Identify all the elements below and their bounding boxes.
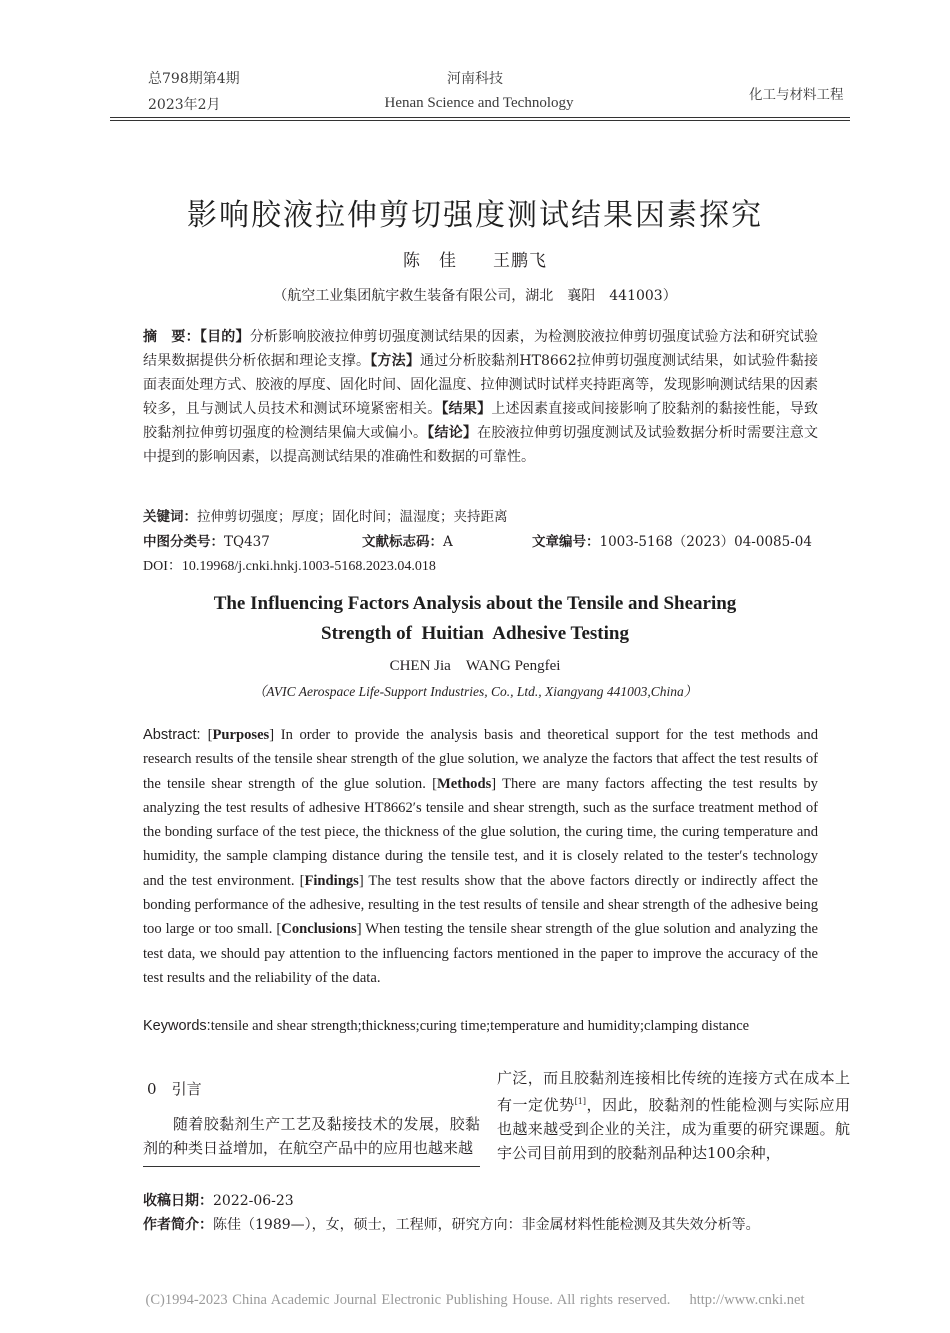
article-number (532, 530, 812, 550)
affiliation-cn: （航空工业集团航宇救生装备有限公司，湖北 襄阳 441003） (273, 288, 677, 304)
keywords-en-label: Keywords: (143, 1018, 211, 1034)
author-bio-label: 作者简介： (143, 1217, 213, 1233)
conclusions-en-label: Conclusions (281, 921, 357, 938)
author-bio (143, 1214, 760, 1234)
methods-en-text: There are many factors affecting the test results by analyzing the test results of adhesive HT8662′s tensile and shear strength, such as the surface treatment method of the bonding surface of the test piece, the thickness of the glue solution, the curing time, the curing temperature and humidity, the sample clamping distance during the tensile test, and it is closely related to the tester′s technology and the test environment. (143, 775, 818, 889)
copyright-watermark: (C)1994-2023 China Academic Journal Electronic Publishing House. All rights reserved. http://www.cnki.net (145, 1292, 805, 1308)
paper-title-en-line1: The Influencing Factors Analysis about the Tensile and Shearing (213, 593, 737, 614)
purposes-text: In order to provide the analysis basis and theoretical support for the test methods and research results of the tensile shear strength of the glue solution, we analyze the factors that affect the test results of the tensile shear strength of the glue solution. (143, 727, 818, 792)
issue-number: 总798期第4期 (148, 71, 240, 87)
purpose-label: 【目的】 (199, 329, 250, 345)
keywords-en (143, 1018, 843, 1035)
intro-right-text-a: 广泛，而且胶黏剂连接相比传统的连接方式在成本上有一定优势 (497, 1069, 850, 1114)
document-code (362, 530, 453, 550)
methods-label: 【方法】 (370, 353, 421, 369)
intro-left-paragraph: 随着胶黏剂生产工艺及黏接技术的发展，胶黏剂的种类日益增加，在航空产品中的应用也越来越 (143, 1115, 480, 1157)
findings-label: 【结果】 (441, 401, 492, 417)
clc-value: TQ437 (224, 534, 270, 550)
footnote-rule (143, 1166, 480, 1167)
citation-ref: [1] (574, 1097, 586, 1106)
clc-label: 中图分类号： (143, 534, 224, 550)
intro-right-text-b: ，因此，胶黏剂的性能检测与实际应用也越来越受到企业的关注，成为重要的研究课题。航宇公司目前用到的胶黏剂品种达100余种， (497, 1096, 850, 1162)
paper-title-cn: 影响胶液拉伸剪切强度测试结果因素探究 (187, 198, 763, 233)
author-bio-text: 陈佳（1989—），女，硕士，工程师，研究方向：非金属材料性能检测及其失效分析等。 (213, 1217, 760, 1233)
abstract-en-label: Abstract: (143, 727, 208, 743)
section-number: 0 (147, 1080, 157, 1098)
keywords-cn (143, 505, 823, 525)
article-value: 1003-5168（2023）04-0085-04 (599, 534, 812, 550)
doc-value: A (443, 534, 453, 550)
journal-name-en: Henan Science and Technology (384, 95, 574, 111)
keywords-label: 关键词： (143, 509, 197, 525)
abstract-en: Abstract: [Purposes] In order to provide the analysis basis and theoretical support for the test methods and research results of the tensile shear strength of the glue solution, we analyze the factors that affect the test results of the tensile shear strength of the glue solution. [Methods] There are many factors affecting the test results by analyzing the test results of adhesive HT8662′s tensile and shear strength, such as the surface treatment method of the bonding surface of the test piece, the thickness of the glue solution, the curing time, the curing temperature and humidity, the sample clamping distance during the tensile test, and it is closely related to the tester′s technology and the test environment. [Findings] The test results show that the above factors directly or indirectly affect the bonding performance of the adhesive, resulting in the test results of tensile and shear strength of the adhesive being too large or too small. [Conclusions] When testing the tensile shear strength of the glue solution and analyzing the test data, we should pay attention to the influencing factors mentioned in the paper to improve the accuracy of the test results and the reliability of the data. (143, 727, 818, 986)
keywords-text: 拉伸剪切强度；厚度；固化时间；温湿度；夹持距离 (197, 509, 508, 525)
paper-title-en-line2: Strength of Huitian Adhesive Testing (321, 623, 629, 644)
methods-text: 通过分析胶黏剂HT8662拉伸剪切强度测试结果，如试验件黏接面表面处理方式、胶液的厚度、固化时间、固化温度、拉伸测试时试样夹持距离等，发现影响测试结果的因素较多，且与测试人员技术和测试环境紧密相关。 (143, 353, 819, 417)
methods-en-label: Methods (436, 775, 492, 792)
purposes-label: Purposes (212, 727, 270, 743)
journal-name-cn: 河南科技 (447, 71, 503, 87)
doi: DOI：10.19968/j.cnki.hnkj.1003-5168.2023.04.018 (143, 559, 436, 574)
conclusions-en-text: When testing the tensile shear strength of the glue solution and analyzing the test data, we should pay attention to the influencing factors mentioned in the paper to improve the accuracy of the test results and the reliability of the data. (143, 921, 818, 986)
conclusions-text: 在胶液拉伸剪切强度测试及试验数据分析时需要注意文中提到的影响因素，以提高测试结果的准确性和数据的可靠性。 (143, 425, 819, 465)
article-label: 文章编号： (532, 534, 600, 550)
clc-number (143, 530, 270, 550)
received-label: 收稿日期： (143, 1193, 213, 1209)
header-rule-bottom (110, 120, 850, 121)
received-value: 2022-06-23 (213, 1193, 294, 1209)
keywords-en-text: tensile and shear strength;thickness;curing time;temperature and humidity;clamping distance (210, 1018, 750, 1034)
findings-text: 上述因素直接或间接影响了胶黏剂的黏接性能，导致胶黏剂拉伸剪切强度的检测结果偏大或偏小。 (143, 401, 819, 441)
conclusions-label: 【结论】 (427, 425, 478, 441)
findings-en-text: The test results show that the above factors directly or indirectly affect the bonding performance of the adhesive, resulting in the test results of tensile and shear strength of the adhesive being too large or too small. (143, 872, 818, 938)
authors-cn: 陈 佳 王鹏飞 (403, 251, 547, 271)
section-name: 化工与材料工程 (749, 87, 844, 103)
purpose-text: 分析影响胶液拉伸剪切强度测试结果的因素，为检测胶液拉伸剪切强度试验方法和研究试验结果数据提供分析依据和理论支撑。 (143, 329, 819, 369)
findings-en-label: Findings (304, 872, 359, 889)
received-date (143, 1190, 294, 1210)
section-heading-intro (147, 1078, 202, 1099)
abstract-cn (143, 325, 818, 469)
authors-en: CHEN Jia WANG Pengfei (389, 658, 561, 674)
intro-right-paragraph (497, 1066, 850, 1165)
affiliation-en: （AVIC Aerospace Life-Support Industries, Co., Ltd., Xiangyang 441003,China） (252, 684, 698, 699)
section-title: 引言 (171, 1080, 202, 1098)
doc-label: 文献标志码： (362, 534, 443, 550)
header-rule-top (110, 117, 850, 118)
abstract-label: 摘 要： (143, 329, 200, 345)
issue-date: 2023年2月 (148, 97, 221, 113)
